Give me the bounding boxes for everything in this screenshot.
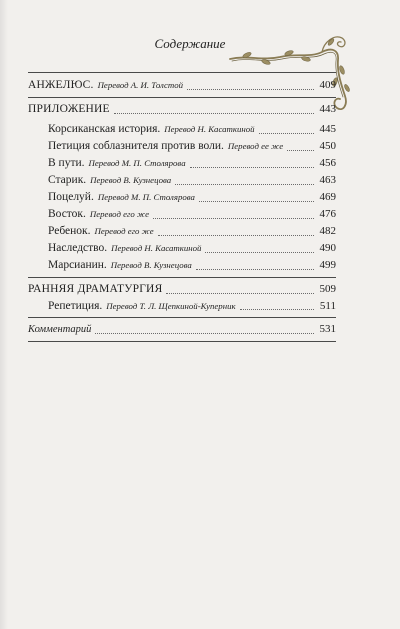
leaf [261,59,271,66]
dot-leader [153,218,314,219]
entry-page-number: 463 [319,174,336,186]
dot-leader [166,293,314,294]
toc-section-header [28,101,336,118]
dot-leader [287,150,314,151]
entry-page-number: 456 [319,157,336,169]
toc-section-header [28,281,336,298]
entry-title: Петиция соблазнителя против воли. [48,140,224,152]
dot-leader [190,167,314,168]
entry-title: Репетиция. [48,300,103,312]
dot-leader [114,113,314,114]
entry-title: В пути. [48,157,85,169]
dot-leader [199,201,314,202]
toc-entry [28,240,336,257]
toc-entry [28,206,336,223]
entry-page-number: 476 [319,208,336,220]
toc-entry [28,121,336,138]
toc-entry [28,257,336,274]
entry-page-number: 531 [319,323,336,335]
dot-leader [240,309,314,310]
entry-page-number: 443 [319,103,336,115]
table-of-contents [28,72,336,342]
entry-translator: Перевод Н. Касаткиной [111,243,202,253]
dot-leader [158,235,314,236]
toc-entry [28,172,336,189]
entry-title: АНЖЕЛЮС. [28,79,94,91]
toc-subentries [28,118,336,274]
entry-translator: Перевод его же [94,226,154,236]
entry-translator: Перевод В. Кузнецова [110,260,192,270]
section-divider [28,341,336,342]
entry-title: Корсиканская история. [48,123,161,135]
toc-entry [28,77,336,94]
entry-page-number: 509 [319,283,336,295]
toc-entry [28,223,336,240]
dot-leader [196,269,314,270]
dot-leader [95,333,314,334]
section-title: РАННЯЯ ДРАМАТУРГИЯ [28,283,163,295]
entry-translator: Перевод Н. Касаткиной [164,124,255,134]
entry-translator: Перевод его же [89,209,150,219]
leaf [343,84,350,93]
dot-leader [175,184,314,185]
entry-title: Ребенок. [48,225,91,237]
entry-translator: Перевод М. П. Столярова [88,158,186,168]
toc-section [28,278,336,317]
toc-entry [28,321,336,338]
entry-title: Старик. [48,174,87,186]
toc-section [28,318,336,341]
entry-page-number: 469 [319,191,336,203]
toc-entry [28,189,336,206]
entry-translator: Перевод М. П. Столярова [97,192,195,202]
entry-page-number: 482 [319,225,336,237]
entry-page-number: 445 [319,123,336,135]
toc-section [28,73,336,97]
toc-entry [28,298,336,314]
entry-translator: Перевод В. Кузнецова [90,175,172,185]
dot-leader [187,89,314,90]
entry-page-number: 511 [319,300,336,312]
dot-leader [259,133,314,134]
entry-translator: Перевод А. И. Толстой [97,80,184,90]
toc-entry [28,155,336,172]
entry-title: Восток. [48,208,86,220]
toc-entry [28,138,336,155]
dot-leader [205,252,314,253]
entry-title: Поцелуй. [48,191,94,203]
page-title: Содержание [154,36,226,51]
entry-title: Комментарий [28,324,92,335]
entry-page-number: 490 [319,242,336,254]
entry-page-number: 499 [319,259,336,271]
entry-title: Наследство. [48,242,108,254]
entry-translator: Перевод ее же [227,141,284,151]
entry-page-number: 450 [319,140,336,152]
entry-translator: Перевод Т. Л. Щепкиной-Куперник [106,301,236,311]
entry-page-number: 409 [319,79,336,91]
section-title: ПРИЛОЖЕНИЕ [28,103,110,115]
toc-section [28,98,336,277]
entry-title: Марсианин. [48,259,107,271]
